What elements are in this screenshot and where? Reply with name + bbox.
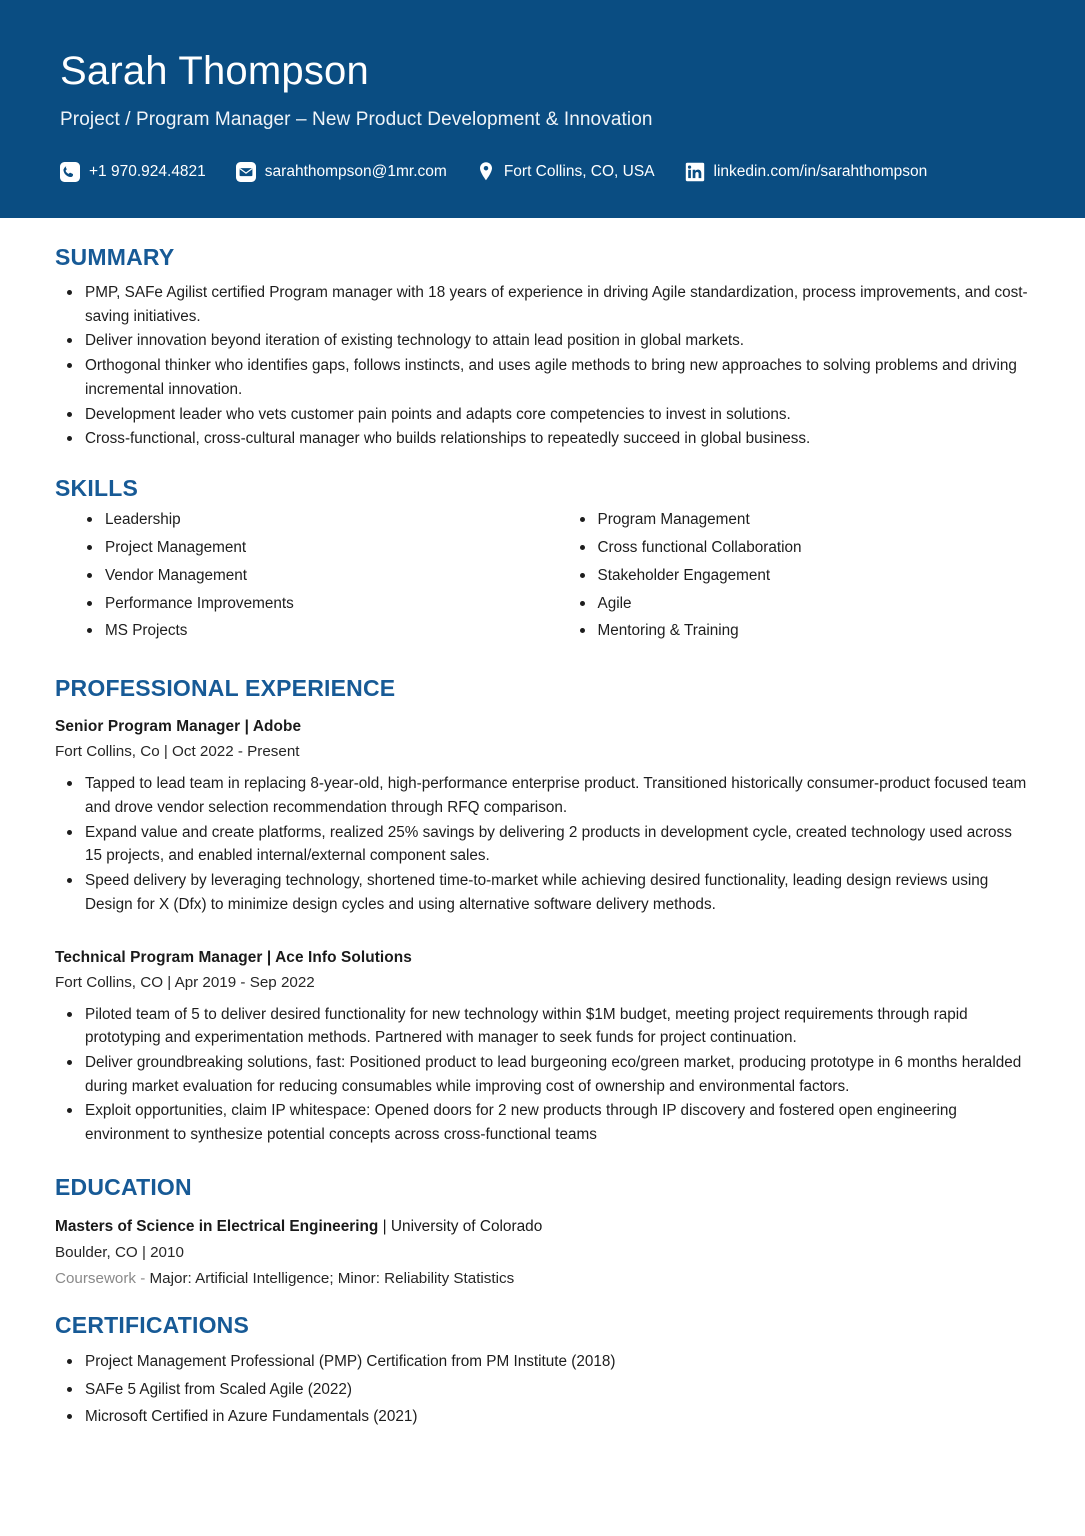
coursework-text: Major: Artificial Intelligence; Minor: Reliability Statistics [149, 1269, 515, 1287]
job-bullets [55, 1003, 1030, 1147]
list-item: Program Management [594, 510, 1031, 530]
coursework-label: Coursework - [55, 1269, 150, 1287]
experience-entry [55, 718, 1030, 916]
list-item: Microsoft Certified in Azure Fundamentals (2021) [81, 1407, 1030, 1427]
candidate-headline: Project / Program Manager – New Product Development & Innovation [60, 109, 653, 130]
phone-icon [60, 162, 80, 182]
education-heading: EDUCATION [55, 1173, 192, 1200]
section-certifications [55, 1287, 1030, 1428]
job-title: Senior Program Manager | Adobe [55, 718, 302, 736]
list-item: Exploit opportunities, claim IP whitespace: Opened doors for 2 new products through IP discovery and fostered open engineering environment to synthesize potential concepts across cross-functional teams [81, 1099, 1030, 1146]
contact-phone-text: +1 970.924.4821 [89, 163, 206, 180]
resume-header [0, 0, 1085, 218]
email-icon [236, 162, 256, 182]
job-title: Technical Program Manager | Ace Info Solutions [55, 948, 412, 966]
resume-body [0, 218, 1085, 1427]
contact-email[interactable] [236, 162, 447, 182]
section-skills [55, 452, 1030, 649]
contact-email-text: sarahthompson@1mr.com [264, 163, 447, 180]
contact-phone[interactable] [60, 162, 206, 182]
list-item: Deliver groundbreaking solutions, fast: Positioned product to lead burgeoning eco/green market, producing prototype in 6 months heralded during market evaluation for reducing consumables while improving cost of ownership and environmental factors. [81, 1051, 1030, 1098]
contact-linkedin-text: linkedin.com/in/sarahthompson [713, 163, 928, 180]
list-item: Stakeholder Engagement [594, 566, 1031, 586]
section-summary [55, 218, 1030, 451]
skills-column-left [55, 510, 538, 649]
skills-heading: SKILLS [55, 474, 138, 501]
candidate-name: Sarah Thompson [60, 49, 369, 93]
contact-location-text: Fort Collins, CO, USA [503, 163, 655, 180]
list-item: Project Management Professional (PMP) Certification from PM Institute (2018) [81, 1352, 1030, 1372]
list-item: Leadership [101, 510, 538, 530]
contact-linkedin[interactable] [685, 162, 928, 182]
list-item: Mentoring & Training [594, 621, 1031, 641]
list-item: Agile [594, 594, 1031, 614]
list-item: Expand value and create platforms, realized 25% savings by delivering 2 products in development cycle, created technology used across 15 projects, and enabled internal/external component sales. [81, 821, 1030, 868]
summary-list [55, 281, 1030, 451]
list-item: Deliver innovation beyond iteration of existing technology to attain lead position in global markets. [81, 329, 1030, 353]
list-item: Orthogonal thinker who identifies gaps, follows instincts, and uses agile methods to bring new approaches to solving problems and driving incremental innovation. [81, 354, 1030, 401]
experience-entry [55, 949, 1030, 1147]
list-item: Development leader who vets customer pain points and adapts core competencies to invest in solutions. [81, 403, 1030, 427]
list-item: Performance Improvements [101, 594, 538, 614]
skills-grid [55, 510, 1030, 649]
linkedin-icon [685, 162, 705, 182]
list-item: MS Projects [101, 621, 538, 641]
certifications-list [55, 1352, 1030, 1428]
job-meta: Fort Collins, Co | Oct 2022 - Present [55, 743, 300, 761]
certifications-heading: CERTIFICATIONS [55, 1311, 250, 1338]
list-item: Cross-functional, cross-cultural manager who builds relationships to repeatedly succeed in global business. [81, 427, 1030, 451]
list-item: Cross functional Collaboration [594, 538, 1031, 558]
list-item: Tapped to lead team in replacing 8-year-old, high-performance enterprise product. Transitioned historically consumer-product focused team and drove vendor selection recommendation through RFQ comparison. [81, 772, 1030, 819]
list-item: SAFe 5 Agilist from Scaled Agile (2022) [81, 1380, 1030, 1400]
education-coursework-line [55, 1270, 1030, 1287]
skills-column-right [548, 510, 1031, 649]
experience-heading: PROFESSIONAL EXPERIENCE [55, 675, 396, 702]
job-bullets [55, 772, 1030, 916]
location-icon [477, 161, 495, 183]
education-separator: | [378, 1217, 391, 1235]
education-degree: Masters of Science in Electrical Engineering [55, 1217, 379, 1235]
list-item: Piloted team of 5 to deliver desired functionality for new technology within $1M budget, meeting project requirements through rapid prototyping and experimentation methods. Partnered with manager to seek funds for project continuation. [81, 1003, 1030, 1050]
list-item: Speed delivery by leveraging technology, shortened time-to-market while achieving desired functionality, leading design reviews using Design for X (Dfx) to minimize design cycles and using alternative software delivery methods. [81, 869, 1030, 916]
list-item: Project Management [101, 538, 538, 558]
education-location-year: Boulder, CO | 2010 [55, 1243, 184, 1261]
section-experience [55, 649, 1030, 1146]
list-item: Vendor Management [101, 566, 538, 586]
job-meta: Fort Collins, CO | Apr 2019 - Sep 2022 [55, 973, 315, 991]
education-school: University of Colorado [390, 1217, 543, 1235]
education-degree-line [55, 1218, 1030, 1236]
contact-location [477, 161, 655, 183]
contact-row [60, 161, 1030, 183]
summary-heading: SUMMARY [55, 244, 175, 270]
list-item: PMP, SAFe Agilist certified Program manager with 18 years of experience in driving Agile standardization, process improvements, and cost-saving initiatives. [81, 281, 1030, 328]
section-education [55, 1148, 1030, 1287]
